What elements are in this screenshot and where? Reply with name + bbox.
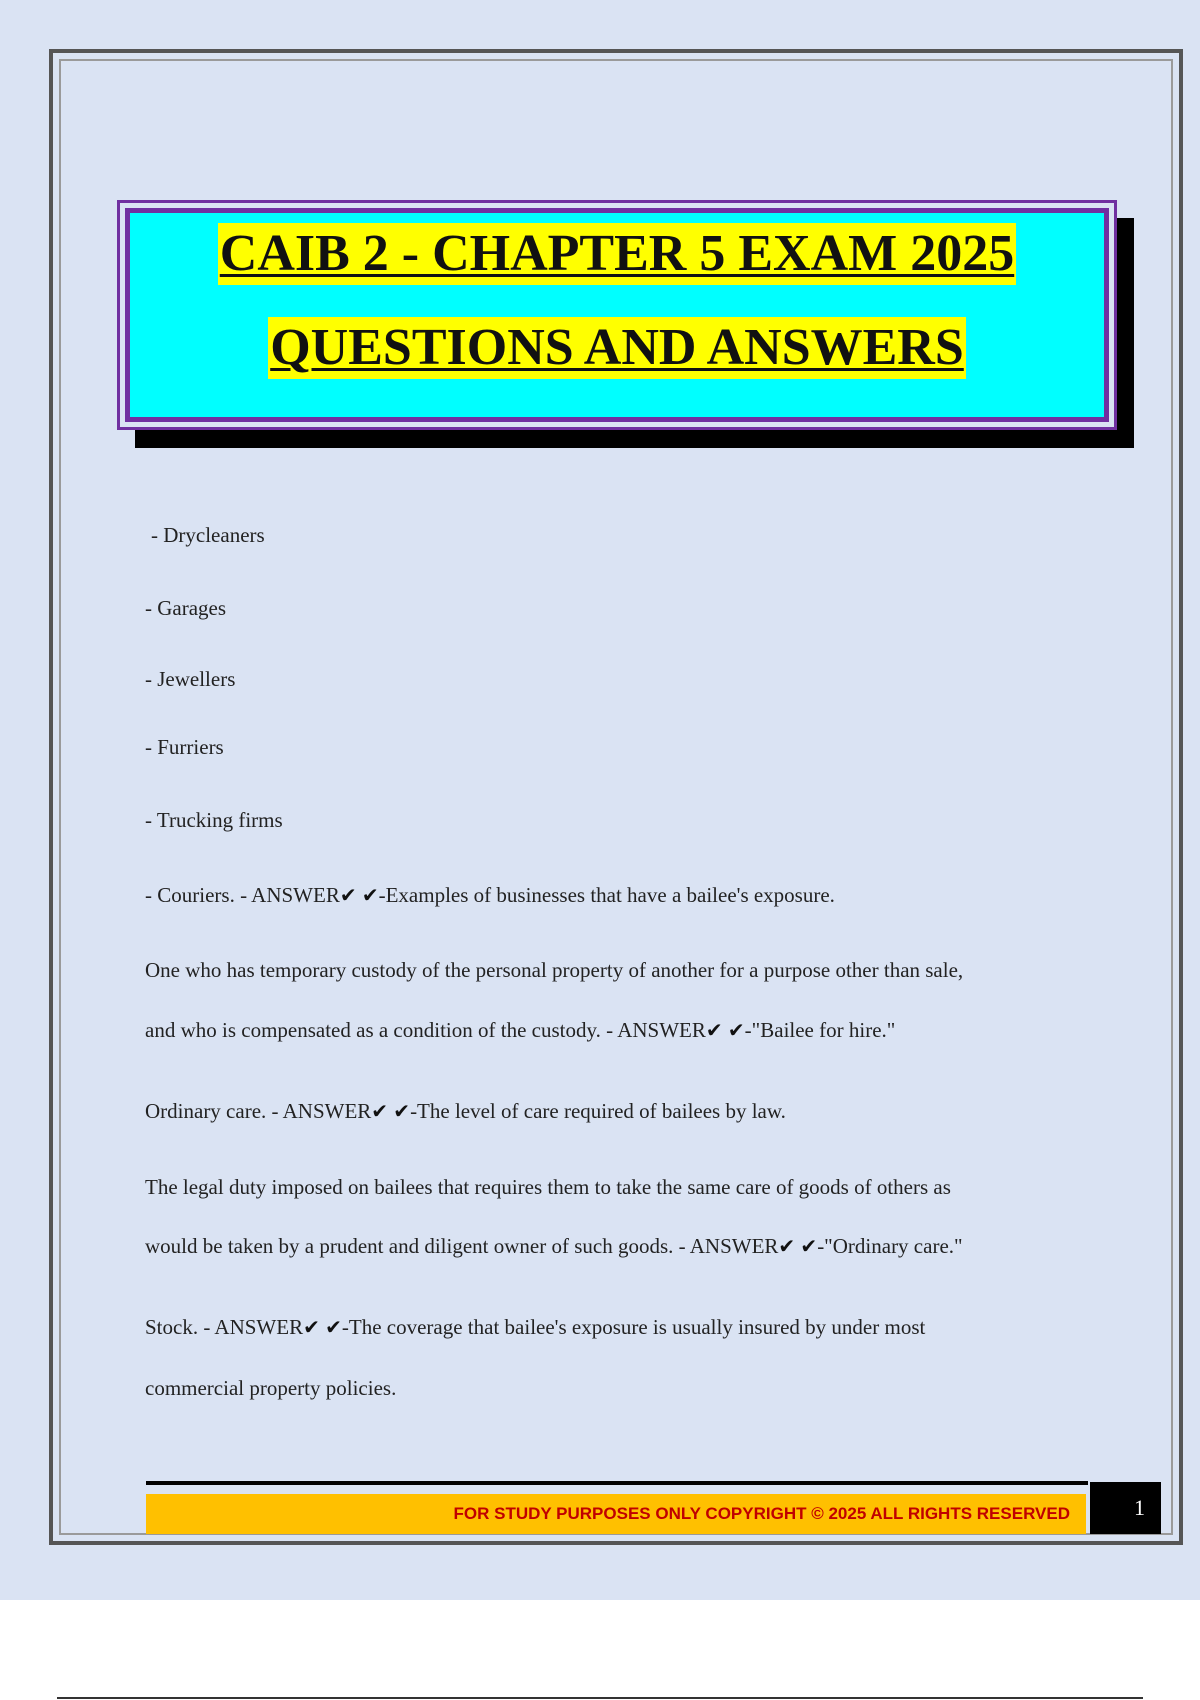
footer-bar <box>146 1494 1086 1534</box>
qa-answer: -"Bailee for hire." <box>744 1018 896 1042</box>
check-icon: ✔ <box>303 1315 320 1339</box>
list-item: - Furriers <box>145 735 224 759</box>
qa-question: Stock. - <box>145 1315 211 1339</box>
answer-label: ANSWER <box>689 1234 779 1258</box>
check-icon: ✔ <box>393 1099 411 1123</box>
qa-question: Ordinary care. - <box>145 1099 279 1123</box>
qa-item <box>145 1096 786 1126</box>
check-icon: ✔ <box>778 1234 796 1258</box>
qa-question: would be taken by a prudent and diligent owner of such goods. - <box>145 1234 686 1258</box>
list-item: - Drycleaners <box>151 523 265 547</box>
answer-label: ANSWER <box>282 1099 372 1123</box>
list-item: - Garages <box>145 596 227 620</box>
qa-question: and who is compensated as a condition of the custody. - <box>145 1018 614 1042</box>
title-box-inner <box>125 208 1109 422</box>
answer-label: ANSWER <box>617 1018 706 1042</box>
answer-label: ANSWER <box>214 1315 304 1339</box>
list-item: - Jewellers <box>145 667 236 691</box>
list-item: - Trucking firms <box>145 808 283 832</box>
footer-copyright: FOR STUDY PURPOSES ONLY COPYRIGHT © 2025 ALL RIGHTS RESERVED <box>453 1504 1070 1523</box>
check-icon: ✔ <box>325 1315 342 1339</box>
qa-answer: -"Ordinary care." <box>817 1234 963 1258</box>
check-icon: ✔ <box>705 1018 723 1042</box>
qa-item <box>145 1231 963 1261</box>
check-icon: ✔ <box>371 1099 389 1123</box>
qa-answer: -The level of care required of bailees by law. <box>410 1099 786 1123</box>
answer-label: ANSWER <box>251 883 340 907</box>
qa-item <box>145 1312 925 1342</box>
qa-item <box>145 880 835 910</box>
title-box <box>117 200 1117 430</box>
title-line-2: QUESTIONS AND ANSWERS <box>268 317 966 379</box>
qa-line: commercial property policies. <box>145 1376 397 1400</box>
footer-rule <box>146 1481 1088 1485</box>
qa-item <box>145 1015 895 1045</box>
qa-line: The legal duty imposed on bailees that requires them to take the same care of goods of others as <box>145 1175 951 1199</box>
bottom-divider <box>57 1697 1143 1699</box>
page-number: 1 <box>1090 1482 1161 1534</box>
qa-question: - Couriers. - <box>145 883 248 907</box>
check-icon: ✔ <box>800 1234 818 1258</box>
qa-answer: -The coverage that bailee's exposure is usually insured by under most <box>341 1315 926 1339</box>
check-icon: ✔ <box>727 1018 745 1042</box>
check-icon: ✔ <box>339 883 357 907</box>
qa-answer: -Examples of businesses that have a bailee's exposure. <box>378 883 835 907</box>
qa-line: One who has temporary custody of the personal property of another for a purpose other than sale, <box>145 958 964 982</box>
title-line-1: CAIB 2 - CHAPTER 5 EXAM 2025 <box>218 223 1016 285</box>
check-icon: ✔ <box>361 883 379 907</box>
